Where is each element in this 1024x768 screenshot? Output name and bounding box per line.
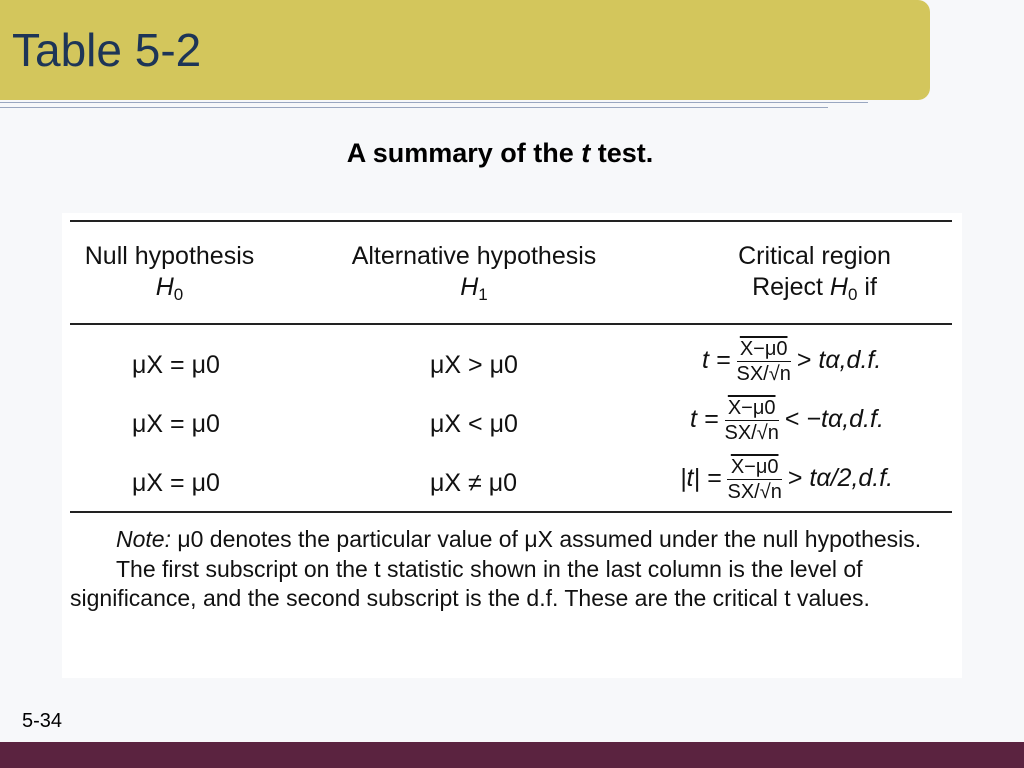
header-null-symbol: $H_0$ [155,273,184,304]
row1-relation: > [796,346,812,375]
header-crit-reject: Reject $H_0$ if [752,273,877,304]
row3-lhs: |t| = [680,464,722,493]
divider-line [0,102,868,103]
t-statistic-fraction [727,455,781,504]
table-header-rule [70,323,952,325]
row2-lhs: t = [690,405,719,434]
header-null-label: Null hypothesis [84,242,255,270]
footer-bar [0,742,1024,768]
caption-italic-t: t [581,138,591,168]
table-top-rule [70,220,952,222]
fraction-denominator: SX/√n [727,481,782,503]
header-alt-label: Alternative hypothesis [351,242,597,270]
fraction-denominator: SX/√n [724,422,779,444]
t-test-table [62,213,962,678]
row2-null-hypothesis: μX = μ0 [132,410,220,438]
header-crit-label: Critical region [738,242,891,270]
table-caption [0,138,1000,169]
note-paragraph-2: The first subscript on the t statistic shown in the last column is the level of significance, and the second subscript is the d.f. These are the critical t values. [70,555,870,611]
fraction-numerator: X−μ0 [725,396,779,421]
page-number: 5-34 [22,710,63,732]
note-label: Note: [116,526,171,552]
fraction-numerator: X−μ0 [727,455,781,480]
divider-line-thin [0,107,828,108]
header-alternative-hypothesis [324,241,624,310]
row3-critical-value: tα/2,d.f. [809,464,894,493]
t-statistic-fraction [737,337,791,386]
row2-critical-region [690,396,884,445]
row3-null-hypothesis: μX = μ0 [132,469,220,497]
caption-text: A summary of the [346,138,582,168]
fraction-numerator: X−μ0 [737,337,791,362]
note-paragraph-1 [70,525,940,555]
caption-text-end: test. [590,138,654,168]
row1-critical-value: tα,d.f. [818,346,882,375]
t-statistic-fraction [725,396,779,445]
row1-lhs: t = [702,346,731,375]
row2-critical-value: −tα,d.f. [806,405,884,434]
table-note [70,525,940,614]
note-line-1: μ0 denotes the particular value of μX assumed under the null hypothesis. [177,526,922,552]
fraction-denominator: SX/√n [736,363,791,385]
row1-alternative-hypothesis: μX > μ0 [430,351,518,379]
table-bottom-rule [70,511,952,513]
row2-relation: < [784,405,800,434]
row2-alternative-hypothesis: μX < μ0 [430,410,518,438]
header-alt-symbol: $H_1$ [460,273,488,304]
row3-alternative-hypothesis: μX ≠ μ0 [430,469,517,497]
header-null-hypothesis [62,241,277,310]
row3-relation: > [787,464,803,493]
row1-critical-region [702,337,881,386]
header-critical-region [712,241,917,310]
slide-title: Table 5-2 [12,24,202,76]
row1-null-hypothesis: μX = μ0 [132,351,220,379]
row3-critical-region [680,455,893,504]
